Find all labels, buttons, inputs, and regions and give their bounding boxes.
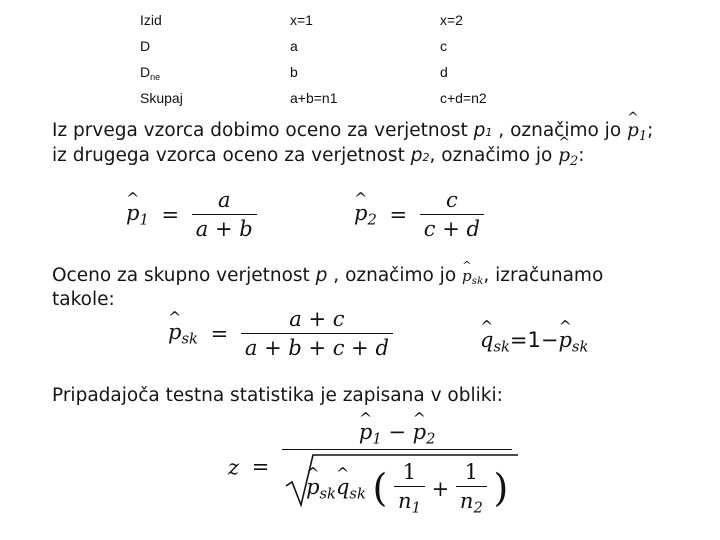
p-hat: p ^ <box>558 328 571 352</box>
sub-2: 2 <box>426 430 436 448</box>
p-hat: p ^ <box>306 475 319 499</box>
formula-qsk <box>480 328 588 355</box>
formula-psk <box>168 307 393 360</box>
z-denominator: p $\^{}_{sk}q$ $\^{}_{sk}$ ( $\frac{1}{n_1}$ + $\frac{1}{n_2}$ ) <box>282 452 512 516</box>
text-line-2-a: iz drugega vzorca oceno za verjetnost <box>52 145 411 166</box>
p-hat: p ^ <box>413 420 426 444</box>
sub-sk: sk <box>493 338 510 356</box>
equals: = <box>389 202 408 227</box>
table-cell-n1: a+b=n1 <box>290 90 338 106</box>
denominator: c + d <box>423 217 480 241</box>
table-header-izid: Izid <box>140 12 162 28</box>
p1-hat-inline <box>627 120 648 144</box>
n: n <box>459 489 474 514</box>
fraction-p2 <box>420 188 484 241</box>
formula-z <box>228 418 512 517</box>
q-hat: q ^ <box>480 328 493 352</box>
p-sub-1: 1 <box>485 126 493 139</box>
formula-p2 <box>354 188 484 241</box>
text-line-5: Pripadajoča testna statistika je zapisana v obliki: <box>52 385 503 406</box>
p-symbol-3: p <box>315 265 328 286</box>
one: 1 <box>464 460 479 485</box>
table-cell-skupaj: Skupaj <box>140 90 183 106</box>
table-cell-b: b <box>290 64 298 80</box>
table-cell-a: a <box>290 38 298 54</box>
z-numerator: p $\^{}_1 - p$ $\^{}_2$ <box>282 418 512 447</box>
sub-1: 1 <box>411 499 421 517</box>
numerator: c <box>445 188 458 212</box>
table-header-x2: x=2 <box>440 12 463 28</box>
fraction-z <box>282 418 512 517</box>
formula-p1 <box>126 188 257 241</box>
equals: = <box>251 455 270 480</box>
table-header-x1: x=1 <box>290 12 313 28</box>
sub-sk: sk <box>181 330 198 348</box>
sub-sk: sk <box>471 275 484 288</box>
p-hat: p ^ <box>168 320 181 344</box>
table-cell-n2: c+d=n2 <box>440 90 487 106</box>
text-line-3-b: , označimo jo <box>327 265 463 286</box>
table-cell-d: D <box>140 38 151 54</box>
sub-2: 2 <box>367 211 377 229</box>
sub-1: 1 <box>372 430 382 448</box>
sub-sk: sk <box>319 485 336 503</box>
table-cell-dne: $D_{ne}$ <box>140 64 161 82</box>
table-cell-c: c <box>440 38 447 54</box>
text-line-3-a: Oceno za skupno verjetnost <box>52 265 316 286</box>
fraction-p1 <box>192 188 257 241</box>
p-hat: p ^ <box>558 145 570 166</box>
plus: + <box>431 476 450 501</box>
sub-2: 2 <box>570 153 579 169</box>
table-cell-d2: d <box>440 64 448 80</box>
text-line-3 <box>52 265 603 287</box>
text-line-4: takole: <box>52 289 115 310</box>
equals-one-minus: =1− <box>509 328 559 352</box>
numerator: a + c <box>289 307 345 331</box>
sub-sk: sk <box>349 485 366 503</box>
denominator: a + b + c + d <box>244 336 389 360</box>
psk-hat-inline <box>462 267 484 288</box>
one: 1 <box>402 460 417 485</box>
p-sub-2: 2 <box>422 151 430 164</box>
denominator: a + b <box>195 217 253 241</box>
p-hat: p ^ <box>627 120 639 141</box>
z-symbol: z <box>228 455 240 480</box>
p-symbol: p <box>473 120 486 141</box>
equals: = <box>210 321 229 346</box>
text-line-2 <box>52 145 585 169</box>
colon: : <box>578 145 585 166</box>
text-line-2-b: , označimo jo <box>429 145 559 166</box>
text-line-3-c: , izračunamo <box>483 265 604 286</box>
sub-2: 2 <box>473 499 483 517</box>
q-hat: q ^ <box>336 475 349 499</box>
dne-subscript: ne <box>150 72 161 82</box>
sub-sk: sk <box>571 338 589 356</box>
n: n <box>398 489 412 514</box>
equals: = <box>161 202 180 227</box>
sub-1: 1 <box>139 211 149 229</box>
text-line-1-b: , označimo jo <box>492 120 628 141</box>
p-hat: p ^ <box>126 201 139 225</box>
p-hat: p ^ <box>354 201 367 225</box>
sub-1: 1 <box>638 128 648 144</box>
numerator: a <box>217 188 231 212</box>
semicolon: ; <box>647 120 654 141</box>
p-hat: p ^ <box>359 420 372 444</box>
fraction-psk <box>241 307 393 360</box>
p-symbol-2: p <box>410 145 423 166</box>
text-line-1-a: Iz prvega vzorca dobimo oceno za verjetnost <box>52 120 474 141</box>
p2-hat-inline <box>558 145 579 169</box>
p-hat: p ^ <box>462 267 472 285</box>
